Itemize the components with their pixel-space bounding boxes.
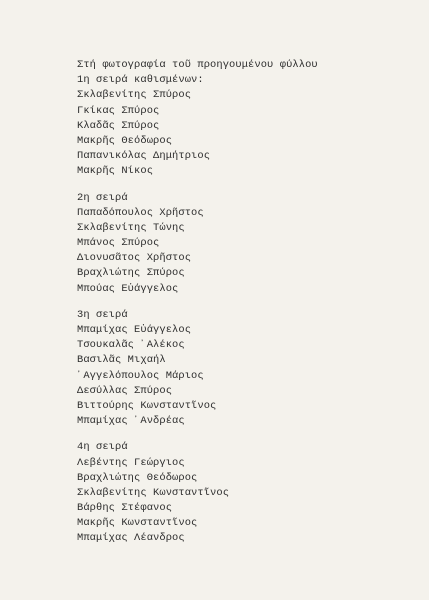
row3-name-3: Βασιλᾶς Μιχαήλ <box>77 354 166 367</box>
row2-heading: 2η σειρά <box>77 191 128 204</box>
intro-line-1: Στή φωτογραφία τοῦ προηγουμένου φύλλου <box>77 59 318 71</box>
row2-name-6: Μπούας Εὐάγγελος <box>77 282 179 295</box>
row4-heading: 4η σειρά <box>77 441 128 454</box>
row3-heading: 3η σειρά <box>77 308 128 321</box>
row3-name-4: ᾽Αγγελόπουλος Μάριος <box>77 369 204 382</box>
typed-list <box>77 58 417 547</box>
row1-name-5: Παπανικόλας Δημήτριος <box>77 150 211 163</box>
row1-name-3: Κλαδᾶς Σπύρος <box>77 119 160 132</box>
row2-name-2: Σκλαβενίτης Τώνης <box>77 221 185 234</box>
row4-name-3: Σκλαβενίτης Κωνσταντῖνος <box>77 486 230 499</box>
row3-name-1: Μπαμίχας Εὐάγγελος <box>77 324 192 336</box>
row4-name-5: Μακρῆς Κωνσταντῖνος <box>77 517 198 530</box>
row1-name-2: Γκίκας Σπύρος <box>77 104 160 117</box>
row3-name-5: Δεσύλλας Σπύρος <box>77 384 173 397</box>
row1-name-1: Σκλαβενίτης Σπύρος <box>77 89 192 102</box>
row2-name-5: Βραχλιώτης Σπύρος <box>77 267 185 280</box>
row3-name-2: Τσουκαλᾶς ᾽Αλέκος <box>77 339 185 352</box>
intro-line-2: 1η σειρά καθισμένων: <box>77 74 204 87</box>
row4-name-2: Βραχλιώτης Θεόδωρος <box>77 471 198 484</box>
row3-name-6: Βιττούρης Κωνσταντῖνος <box>77 399 217 412</box>
row1-name-6: Μακρῆς Νίκος <box>77 165 154 178</box>
row2-name-4: Διονυσᾶτος Χρῆστος <box>77 252 192 265</box>
row1-name-4: Μακρῆς Θεόδωρος <box>77 134 173 147</box>
spacer <box>77 429 417 440</box>
row3-name-7: Μπαμίχας ᾽Ανδρέας <box>77 415 185 428</box>
row2-name-3: Μπάνος Σπύρος <box>77 237 160 250</box>
row4-name-4: Βάρθης Στέφανος <box>77 502 173 515</box>
row4-name-6: Μπαμίχας Λέανδρος <box>77 532 185 545</box>
row4-name-1: Λεβέντης Γεώργιος <box>77 456 185 469</box>
spacer <box>77 180 417 191</box>
spacer <box>77 297 417 308</box>
row2-name-1: Παπαδόπουλος Χρῆστος <box>77 206 204 219</box>
